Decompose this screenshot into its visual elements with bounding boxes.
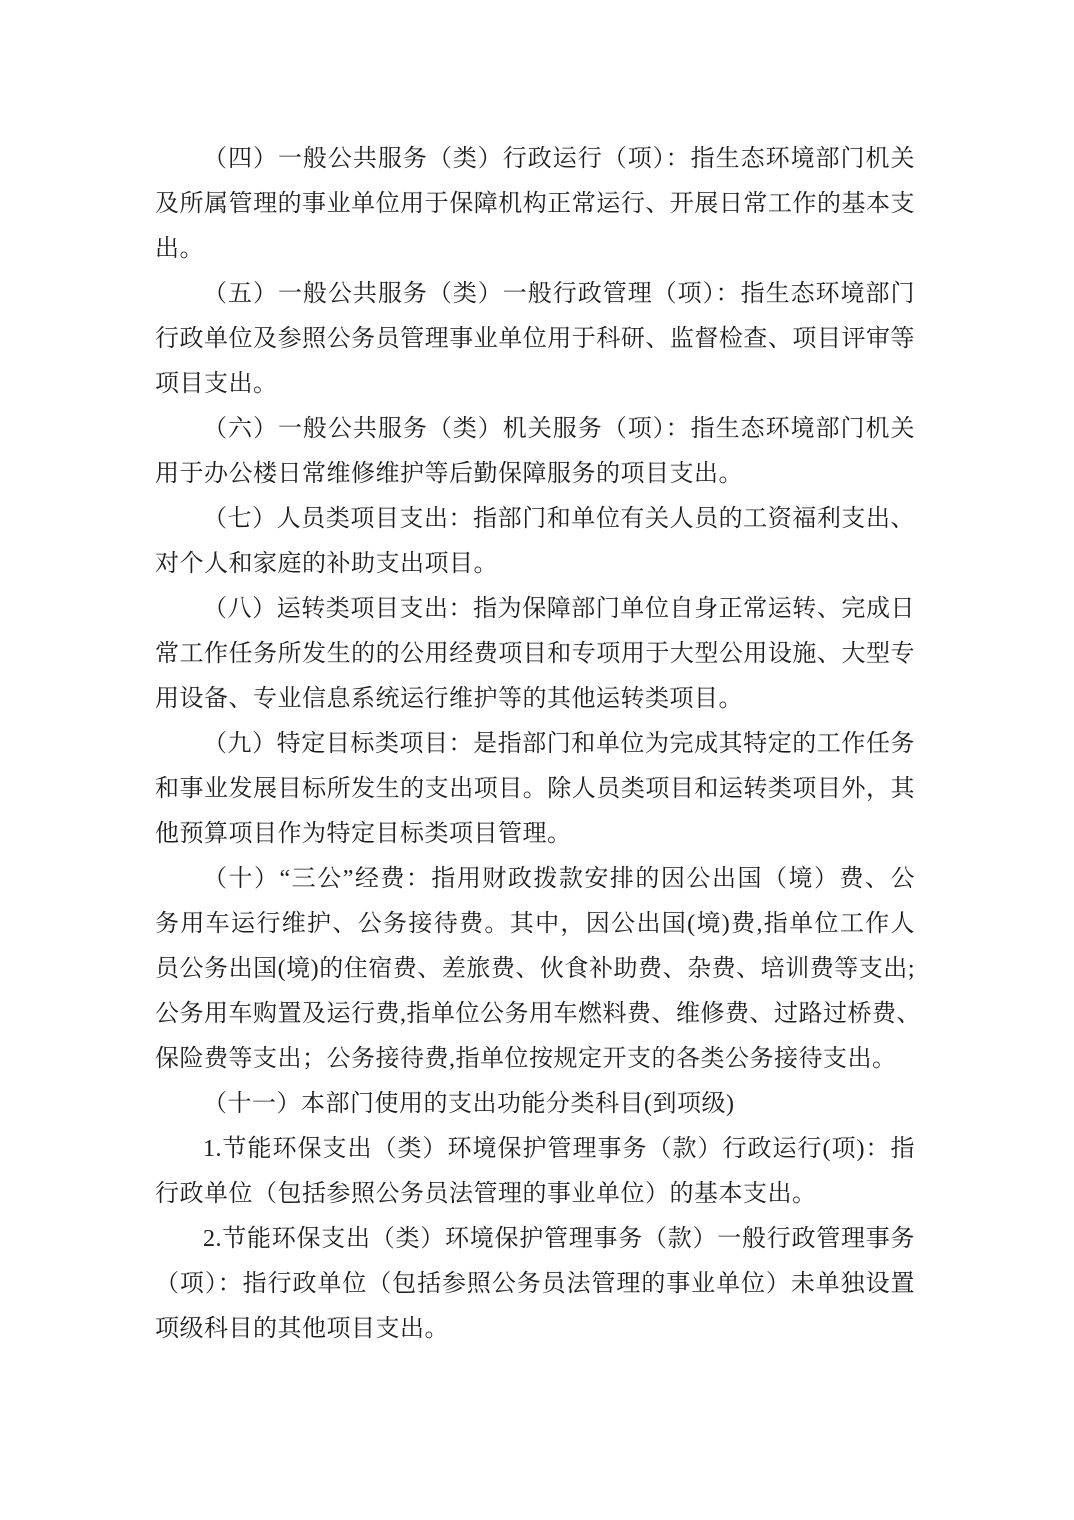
text-line: （六）一般公共服务（类）机关服务（项）：指生态环境部门机关 — [203, 416, 915, 442]
paragraph-item-6 — [155, 407, 915, 497]
text-line: 行政单位及参照公务员管理事业单位用于科研、监督检查、项目评审等 — [155, 326, 915, 352]
text-line: 他预算项目作为特定目标类项目管理。 — [155, 821, 572, 847]
text-line: （项）：指行政单位（包括参照公务员法管理的事业单位）未单独设置 — [155, 1271, 915, 1297]
text-line: （八）运转类项目支出：指为保障部门单位自身正常运转、完成日 — [203, 596, 915, 622]
text-line: （五）一般公共服务（类）一般行政管理（项）：指生态环境部门 — [203, 281, 915, 307]
text-line: 2.节能环保支出（类）环境保护管理事务（款）一般行政管理事务 — [203, 1226, 915, 1252]
text-line: 用于办公楼日常维修维护等后勤保障服务的项目支出。 — [155, 461, 743, 487]
paragraph-item-4 — [155, 137, 915, 272]
paragraph-item-5 — [155, 272, 915, 407]
text-line: 出。 — [155, 236, 204, 262]
document-body — [155, 137, 921, 1352]
text-line: （九）特定目标类项目：是指部门和单位为完成其特定的工作任务 — [203, 731, 915, 757]
text-line: 用设备、专业信息系统运行维护等的其他运转类项目。 — [155, 686, 743, 712]
paragraph-item-9 — [155, 722, 915, 857]
paragraph-item-10 — [155, 857, 921, 1082]
text-line: 常工作任务所发生的的公用经费项目和专项用于大型公用设施、大型专 — [155, 641, 915, 667]
text-line: 及所属管理的事业单位用于保障机构正常运行、开展日常工作的基本支 — [155, 191, 915, 217]
text-line: 务用车运行维护、公务接待费。其中，因公出国(境)费,指单位工作人 — [155, 911, 915, 937]
text-line: 员公务出国(境)的住宿费、差旅费、伙食补助费、杂费、培训费等支出; — [155, 956, 915, 982]
paragraph-item-7 — [155, 497, 915, 587]
text-line: （十一）本部门使用的支出功能分类科目(到项级) — [203, 1091, 735, 1117]
text-line: （四）一般公共服务（类）行政运行（项）：指生态环境部门机关 — [203, 146, 915, 172]
text-line: （七）人员类项目支出：指部门和单位有关人员的工资福利支出、 — [203, 506, 915, 532]
text-line: 项级科目的其他项目支出。 — [155, 1316, 449, 1342]
text-line: 对个人和家庭的补助支出项目。 — [155, 551, 498, 577]
paragraph-item-8 — [155, 587, 915, 722]
paragraph-item-11 — [155, 1082, 915, 1127]
text-line: 保险费等支出；公务接待费,指单位按规定开支的各类公务接待支出。 — [155, 1046, 897, 1072]
text-line: 行政单位（包括参照公务员法管理的事业单位）的基本支出。 — [155, 1181, 817, 1207]
paragraph-item-11-sub-2 — [155, 1217, 915, 1352]
text-line: （十）“三公”经费：指用财政拨款安排的因公出国（境）费、公 — [203, 866, 915, 892]
paragraph-item-11-sub-1 — [155, 1127, 915, 1217]
text-line: 项目支出。 — [155, 371, 278, 397]
text-line: 1.节能环保支出（类）环境保护管理事务（款）行政运行(项)：指 — [203, 1136, 915, 1162]
text-line: 和事业发展目标所发生的支出项目。除人员类项目和运转类项目外，其 — [155, 776, 915, 802]
text-line: 公务用车购置及运行费,指单位公务用车燃料费、维修费、过路过桥费、 — [155, 1001, 921, 1027]
